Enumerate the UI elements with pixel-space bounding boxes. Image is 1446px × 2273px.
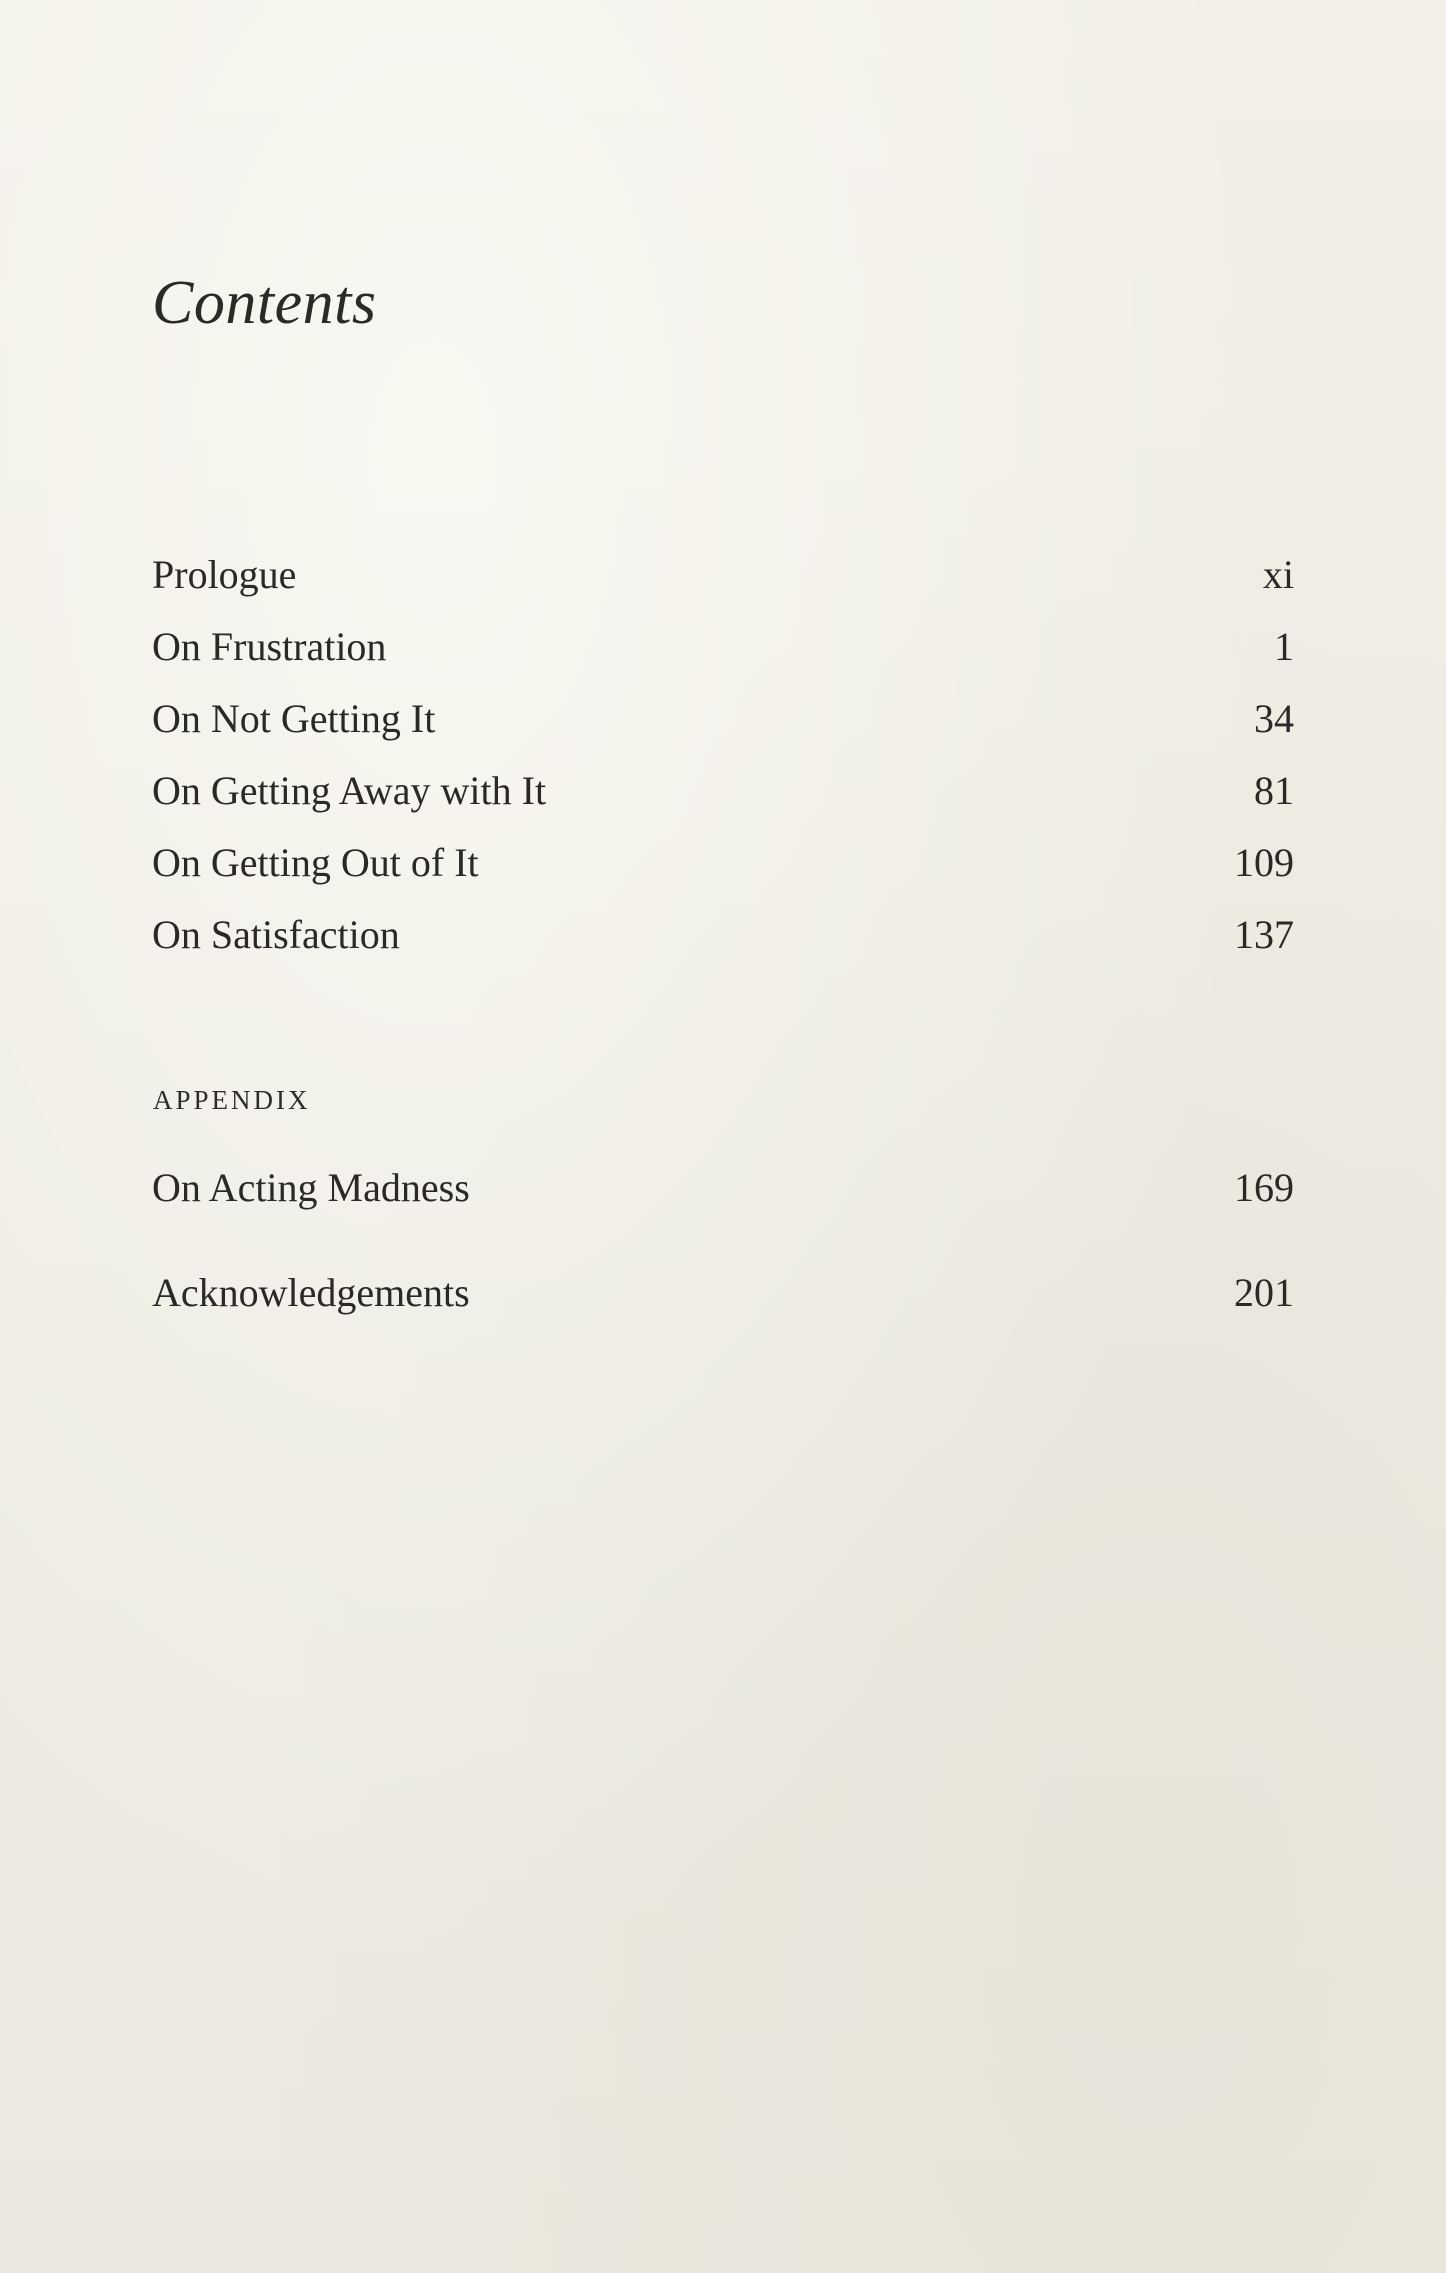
- toc-entry-label: On Acting Madness: [152, 1165, 470, 1210]
- toc-entry-on-getting-out-of-it: [152, 833, 1294, 893]
- toc-entry-page: 137: [1234, 912, 1294, 957]
- toc-entry-on-acting-madness: [152, 1158, 1294, 1218]
- toc-entry-page: 201: [1234, 1270, 1294, 1315]
- toc-entry-on-not-getting-it: [152, 689, 1294, 749]
- toc-entry-label: Prologue: [152, 552, 297, 597]
- toc-entry-label: On Not Getting It: [152, 696, 436, 741]
- toc-entry-label: On Satisfaction: [152, 912, 400, 957]
- toc-entry-label: On Frustration: [152, 624, 387, 669]
- toc-entry-label: On Getting Out of It: [152, 840, 479, 885]
- toc-entry-page: 34: [1254, 696, 1294, 741]
- toc-entry-page: 1: [1274, 624, 1294, 669]
- toc-entry-on-frustration: [152, 617, 1294, 677]
- toc-entry-label: On Getting Away with It: [152, 768, 547, 813]
- toc-entry-page: 81: [1254, 768, 1294, 813]
- page-title: Contents: [152, 269, 377, 337]
- toc-entry-prologue: [152, 545, 1294, 605]
- toc-entry-page: xi: [1262, 552, 1294, 597]
- toc-entry-on-satisfaction: [152, 905, 1294, 965]
- appendix-heading: APPENDIX: [153, 1085, 311, 1115]
- toc-entry-page: 169: [1234, 1165, 1294, 1210]
- toc-entry-label: Acknowledgements: [152, 1270, 470, 1315]
- toc-entry-page: 109: [1234, 840, 1294, 885]
- toc-entry-acknowledgements: [152, 1263, 1294, 1323]
- toc-entry-on-getting-away-with-it: [152, 761, 1294, 821]
